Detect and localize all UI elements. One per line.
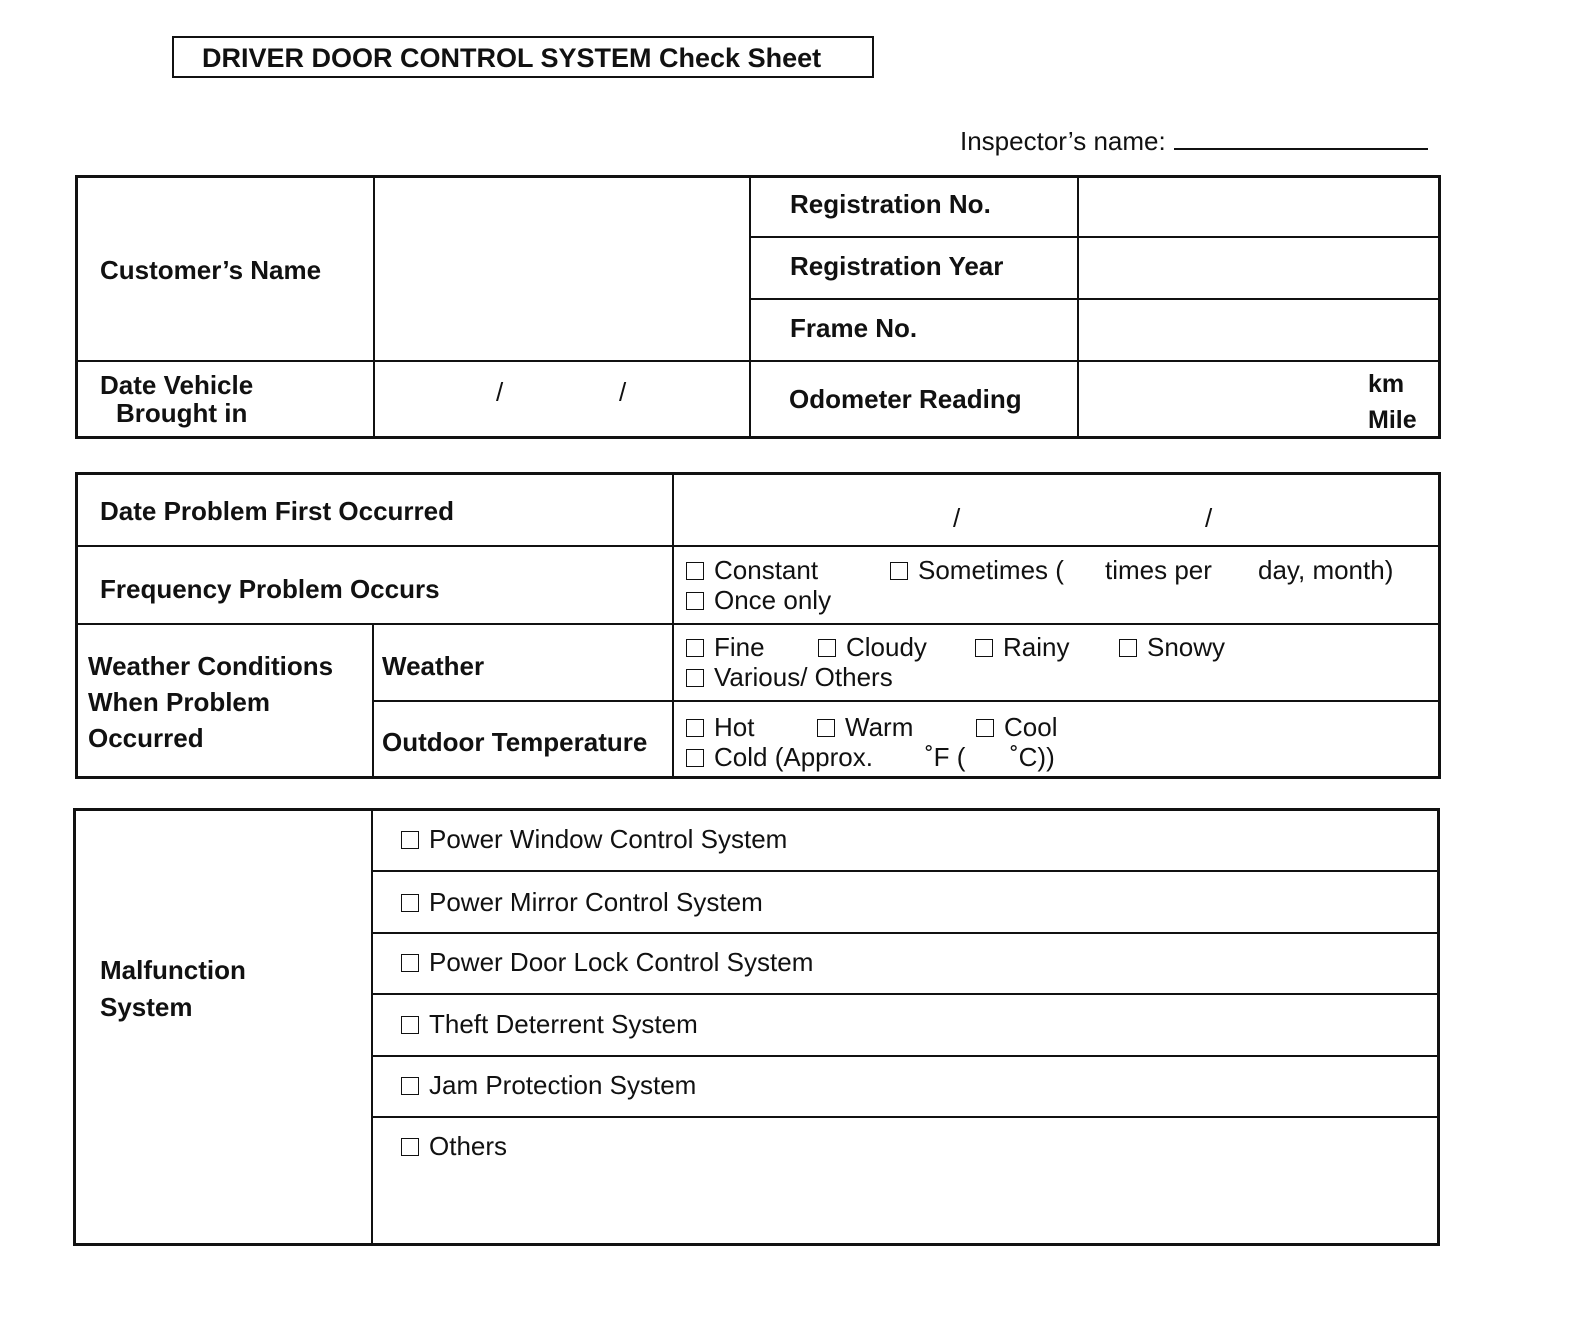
option-label: Various/ Others <box>714 662 893 692</box>
temp-cold-option[interactable] <box>686 742 873 772</box>
registration-no-label: Registration No. <box>790 189 991 219</box>
option-label: Fine <box>714 632 765 662</box>
option-label: Cool <box>1004 712 1058 742</box>
option-label: Power Door Lock Control System <box>429 947 814 977</box>
checkbox[interactable] <box>817 719 835 737</box>
freq-constant-option[interactable] <box>686 555 818 585</box>
option-label: Snowy <box>1147 632 1226 662</box>
checkbox[interactable] <box>401 954 419 972</box>
malfunction-system-label <box>100 952 246 1026</box>
malfunction-item-power-window[interactable] <box>401 824 787 854</box>
checkbox[interactable] <box>401 1016 419 1034</box>
freq-sometimes-option[interactable] <box>890 555 1064 585</box>
temp-warm-option[interactable] <box>817 712 913 742</box>
date-separator: / <box>496 377 504 407</box>
checkbox[interactable] <box>401 1077 419 1095</box>
date-separator: / <box>1205 503 1213 533</box>
option-label: Theft Deterrent System <box>429 1009 698 1039</box>
option-label: Sometimes ( <box>918 555 1064 585</box>
temp-deg-c: ˚C)) <box>1010 742 1055 772</box>
customers-name-label: Customer’s Name <box>100 255 322 285</box>
option-label: Rainy <box>1003 632 1070 662</box>
temp-hot-option[interactable] <box>686 712 754 742</box>
option-label: Power Window Control System <box>429 824 788 854</box>
checkbox[interactable] <box>686 562 704 580</box>
weather-conditions-line: Weather Conditions <box>88 651 334 681</box>
option-label: Cloudy <box>846 632 927 662</box>
registration-no-field[interactable] <box>1080 178 1438 235</box>
odometer-label: Odometer Reading <box>789 384 1022 414</box>
frame-no-label: Frame No. <box>790 313 918 343</box>
checkbox[interactable] <box>1119 639 1137 657</box>
checkbox[interactable] <box>818 639 836 657</box>
freq-times-per: times per <box>1105 555 1212 585</box>
frame-no-field[interactable] <box>1080 301 1438 359</box>
malfunction-item-others[interactable] <box>401 1131 507 1161</box>
weather-conditions-line: Occurred <box>88 723 204 753</box>
temp-cool-option[interactable] <box>976 712 1057 742</box>
freq-once-option[interactable] <box>686 585 831 615</box>
checkbox[interactable] <box>976 719 994 737</box>
option-label: Warm <box>845 712 914 742</box>
option-label: Hot <box>714 712 755 742</box>
freq-day-month: day, month) <box>1258 555 1394 585</box>
checkbox[interactable] <box>401 894 419 912</box>
date-vehicle-label-line2: Brought in <box>116 398 248 428</box>
sheet-title: DRIVER DOOR CONTROL SYSTEM Check Sheet <box>172 36 874 78</box>
option-label: Constant <box>714 555 819 585</box>
weather-fine-option[interactable] <box>686 632 765 662</box>
inspector-name <box>960 126 1428 157</box>
customers-name-field[interactable] <box>376 178 748 359</box>
malfunction-label-line: Malfunction <box>100 955 246 985</box>
checkbox[interactable] <box>686 669 704 687</box>
inspector-name-field[interactable] <box>1174 126 1428 150</box>
temp-deg-f: ˚F ( <box>925 742 966 772</box>
checkbox[interactable] <box>686 592 704 610</box>
option-label: Once only <box>714 585 832 615</box>
malfunction-label-line: System <box>100 992 193 1022</box>
weather-cloudy-option[interactable] <box>818 632 927 662</box>
option-label: Others <box>429 1131 508 1161</box>
date-first-occurred-field[interactable] <box>675 475 1439 544</box>
date-vehicle-label <box>100 371 253 427</box>
option-label: Power Mirror Control System <box>429 887 763 917</box>
weather-rainy-option[interactable] <box>975 632 1069 662</box>
date-first-occurred-label: Date Problem First Occurred <box>100 496 454 526</box>
registration-year-label: Registration Year <box>790 251 1004 281</box>
unit-km: km <box>1368 370 1405 398</box>
weather-conditions-line: When Problem <box>88 687 271 717</box>
frequency-label: Frequency Problem Occurs <box>100 574 440 604</box>
inspector-label: Inspector’s name: <box>960 126 1166 156</box>
weather-various-option[interactable] <box>686 662 893 692</box>
unit-mile: Mile <box>1368 406 1417 434</box>
checkbox[interactable] <box>686 719 704 737</box>
option-label: Jam Protection System <box>429 1070 697 1100</box>
weather-snowy-option[interactable] <box>1119 632 1225 662</box>
malfunction-item-theft-deterrent[interactable] <box>401 1009 698 1039</box>
date-separator: / <box>953 503 961 533</box>
malfunction-table <box>73 808 1440 1246</box>
weather-conditions-label <box>88 648 333 756</box>
option-label: Cold (Approx. <box>714 742 873 772</box>
checkbox[interactable] <box>975 639 993 657</box>
date-separator: / <box>619 377 627 407</box>
registration-year-field[interactable] <box>1080 239 1438 297</box>
checkbox[interactable] <box>686 639 704 657</box>
checkbox[interactable] <box>401 831 419 849</box>
checkbox[interactable] <box>686 749 704 767</box>
malfunction-item-jam-protection[interactable] <box>401 1070 696 1100</box>
checkbox[interactable] <box>890 562 908 580</box>
date-vehicle-label-line1: Date Vehicle <box>100 370 254 400</box>
weather-label: Weather <box>382 651 485 681</box>
malfunction-item-power-mirror[interactable] <box>401 887 763 917</box>
date-vehicle-field[interactable] <box>376 363 748 436</box>
outdoor-temp-label: Outdoor Temperature <box>382 727 648 757</box>
checkbox[interactable] <box>401 1138 419 1156</box>
malfunction-item-power-door-lock[interactable] <box>401 947 813 977</box>
